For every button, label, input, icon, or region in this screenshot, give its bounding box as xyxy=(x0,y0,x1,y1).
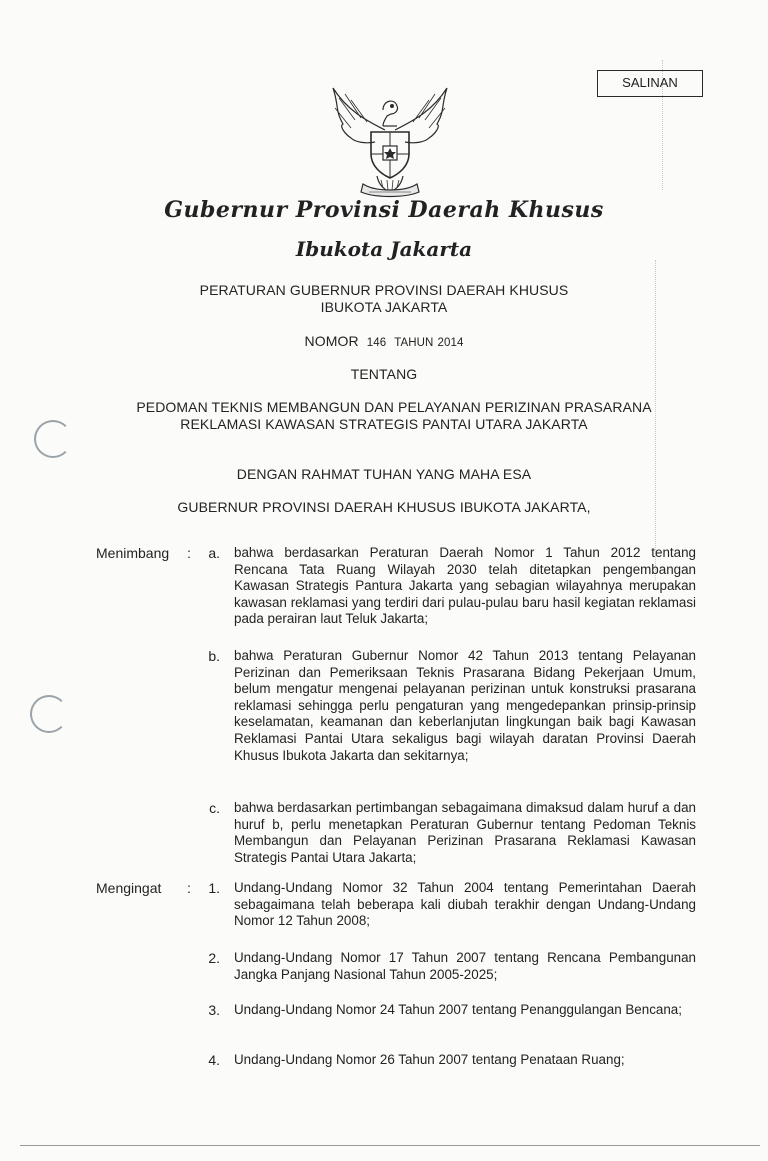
menimbang-item-a: bahwa berdasarkan Peraturan Daerah Nomor 1 Tahun 2012 tentang Rencana Tata Ruang Wilayah 2030 telah ditetapkan pengembangan Kawasan Strategis Pantura Jakarta yang sebagian wilayahnya merupakan kawasan reklamasi yang terdiri dari pulau-pulau baru hasil kegiatan reklamasi pada perairan laut Teluk Jakarta; xyxy=(234,545,696,627)
mengingat-label: Mengingat xyxy=(96,880,162,896)
nomor-label: NOMOR xyxy=(304,333,359,349)
mengingat-mark-3: 3. xyxy=(208,1002,220,1018)
garuda-emblem-icon xyxy=(325,80,455,200)
menimbang-mark-c: c. xyxy=(209,800,220,816)
page-bottom-edge xyxy=(20,1145,760,1146)
menimbang-colon: : xyxy=(187,545,191,561)
regulation-title-line2: IBUKOTA JAKARTA xyxy=(320,299,448,315)
mengingat-item-1: Undang-Undang Nomor 32 Tahun 2004 tentang Pemerintahan Daerah sebagaimana telah beberapa kali diubah terakhir dengan Undang-Undang Nomor 12 Tahun 2008; xyxy=(234,880,696,929)
script-title-line1: Gubernur Provinsi Daerah Khusus xyxy=(164,197,604,223)
punch-hole-bottom xyxy=(30,695,68,733)
menimbang-item-b: bahwa Peraturan Gubernur Nomor 42 Tahun 2013 tentang Pelayanan Perizinan dan Pemeriksaan Teknis Prasarana Bidang Pekerjaan Umum, belum mengatur mengenai pelayanan perizinan untuk konstruksi prasarana reklamasi sehingga perlu pengaturan yang mengedepankan prinsip-prinsip keselamatan, keamanan dan keberlanjutan lingkungan baik bagi Kawasan Reklamasi Pantai Utara sekaligus bagi wilayah daratan Provinsi Daerah Khusus Ibukota Jakarta dan sekitarnya; xyxy=(234,648,696,763)
mengingat-item-4: Undang-Undang Nomor 26 Tahun 2007 tentang Penataan Ruang; xyxy=(234,1052,625,1067)
mengingat-colon: : xyxy=(187,880,191,896)
tahun-value: 2014 xyxy=(437,337,464,349)
script-title-line2: Ibukota Jakarta xyxy=(295,237,473,261)
mengingat-item-2: Undang-Undang Nomor 17 Tahun 2007 tentang Rencana Pembangunan Jangka Panjang Nasional Tahun 2005-2025; xyxy=(234,950,696,982)
salinan-stamp: SALINAN xyxy=(597,70,703,97)
subject-line2: REKLAMASI KAWASAN STRATEGIS PANTAI UTARA JAKARTA xyxy=(180,416,588,432)
regulation-title-line1: PERATURAN GUBERNUR PROVINSI DAERAH KHUSUS xyxy=(199,282,569,298)
blessing-line: DENGAN RAHMAT TUHAN YANG MAHA ESA xyxy=(236,466,532,482)
nomor-value: 146 xyxy=(366,337,387,349)
issuer-line: GUBERNUR PROVINSI DAERAH KHUSUS IBUKOTA JAKARTA, xyxy=(177,499,591,515)
mengingat-item-3: Undang-Undang Nomor 24 Tahun 2007 tentang Penanggulangan Bencana; xyxy=(234,1002,682,1017)
menimbang-mark-a: a. xyxy=(208,545,220,561)
menimbang-label: Menimbang xyxy=(96,545,170,561)
regulation-number xyxy=(0,333,768,352)
mengingat-mark-4: 4. xyxy=(208,1052,220,1068)
tentang-heading: TENTANG xyxy=(350,366,418,382)
mengingat-mark-1: 1. xyxy=(208,880,220,896)
menimbang-item-c: bahwa berdasarkan pertimbangan sebagaimana dimaksud dalam huruf a dan huruf b, perlu menetapkan Peraturan Gubernur tentang Pedoman Teknis Membangun dan Pelayanan Perizinan Prasarana Reklamasi Kawasan Strategis Pantai Utara Jakarta; xyxy=(234,800,696,865)
menimbang-mark-b: b. xyxy=(208,648,220,664)
tahun-label: TAHUN xyxy=(394,337,434,349)
subject-line1: PEDOMAN TEKNIS MEMBANGUN DAN PELAYANAN PERIZINAN PRASARANA xyxy=(136,399,652,415)
mengingat-mark-2: 2. xyxy=(208,950,220,966)
